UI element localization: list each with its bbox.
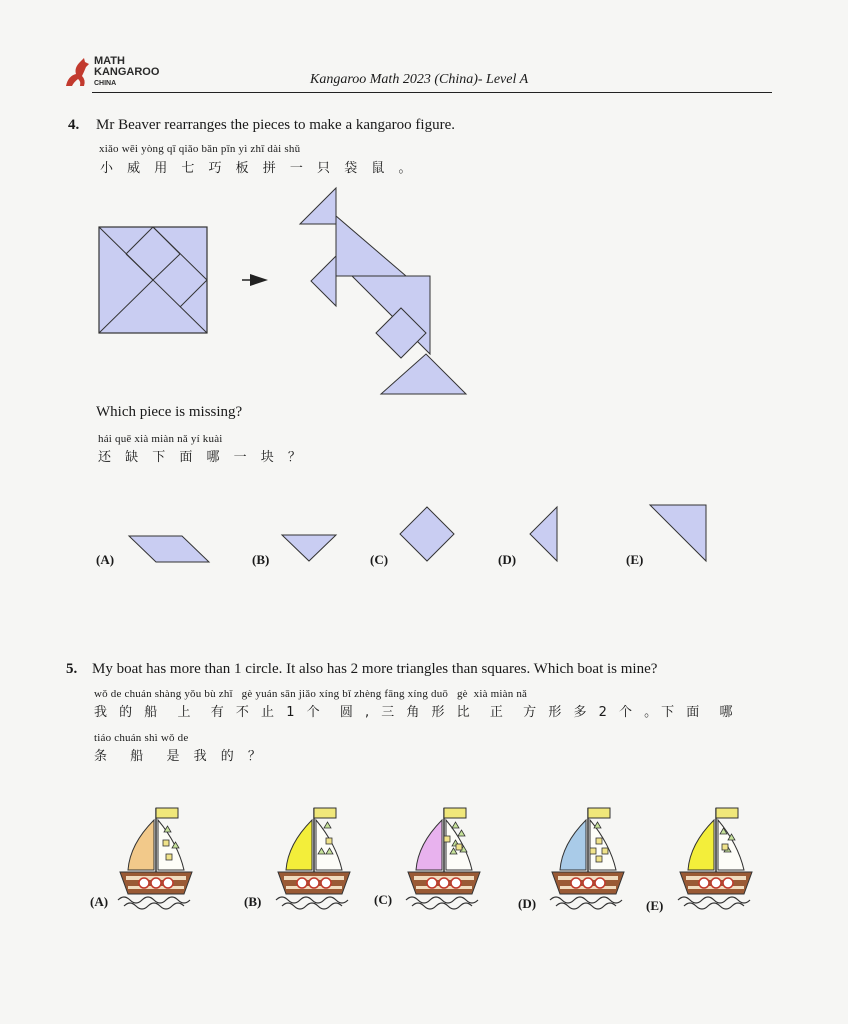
question-4-text: Mr Beaver rearranges the pieces to make a kangaroo figure. bbox=[96, 117, 455, 133]
kangaroo-logo-icon bbox=[62, 56, 92, 88]
boat-d[interactable] bbox=[548, 804, 628, 912]
boat-c[interactable] bbox=[404, 804, 484, 912]
question-4-sub-chinese: 还 缺 下 面 哪 一 块 ？ bbox=[98, 450, 306, 465]
option-c-square[interactable] bbox=[398, 505, 456, 563]
boat-b[interactable] bbox=[274, 804, 354, 912]
question-5-option-b-label[interactable]: (B) bbox=[244, 894, 262, 909]
question-4-sub-pinyin: hái quē xià miàn nǎ yí kuài bbox=[98, 433, 223, 445]
logo-text-kangaroo: KANGAROO bbox=[94, 66, 160, 78]
question-5-option-a-label[interactable]: (A) bbox=[90, 894, 109, 909]
question-4-option-e-label[interactable]: (E) bbox=[626, 552, 644, 567]
option-a-parallelogram[interactable] bbox=[126, 533, 212, 563]
option-e-triangle[interactable] bbox=[648, 503, 710, 563]
question-5-text: My boat has more than 1 circle. It also has 2 more triangles than squares. Which boat is mine? bbox=[92, 661, 658, 677]
question-5-chinese-line1: 我 的 船 上 有 不 止 1 个 圆 , 三 角 形 比 正 方 形 多 2 个 。下 面 哪 bbox=[94, 705, 737, 720]
question-4-subquestion: Which piece is missing? bbox=[96, 404, 243, 420]
logo-text-math: MATH bbox=[94, 55, 125, 67]
question-5-option-e-label[interactable]: (E) bbox=[646, 898, 664, 913]
question-5-pinyin-line2: tiáo chuán shì wǒ de bbox=[94, 732, 189, 744]
question-5-number: 5. bbox=[66, 661, 78, 677]
question-4-pinyin: xiǎo wēi yòng qī qiǎo bǎn pīn yì zhī dài shǔ bbox=[99, 143, 301, 155]
kangaroo-tangram-figure bbox=[296, 186, 471, 396]
header-rule bbox=[92, 92, 772, 93]
question-4-option-d-label[interactable]: (D) bbox=[498, 552, 517, 567]
option-d-triangle[interactable] bbox=[527, 505, 561, 563]
question-4-option-a-label[interactable]: (A) bbox=[96, 552, 115, 567]
question-5-chinese-line2: 条 船 是 我 的 ？ bbox=[94, 749, 266, 764]
arrow-right-icon bbox=[240, 273, 270, 287]
question-5-option-c-label[interactable]: (C) bbox=[374, 892, 393, 907]
question-4-chinese: 小 威 用 七 巧 板 拼 一 只 袋 鼠 。 bbox=[100, 161, 417, 176]
tangram-square bbox=[98, 226, 208, 334]
question-4-option-c-label[interactable]: (C) bbox=[370, 552, 389, 567]
page-header-title: Kangaroo Math 2023 (China)- Level A bbox=[310, 72, 529, 87]
question-5-pinyin-line1: wǒ de chuán shàng yǒu bù zhǐ gè yuán sān jiǎo xíng bǐ zhèng fāng xíng duō gè xià miàn nǎ bbox=[94, 688, 528, 700]
question-5-option-d-label[interactable]: (D) bbox=[518, 896, 537, 911]
boat-e[interactable] bbox=[676, 804, 756, 912]
boat-a[interactable] bbox=[116, 804, 196, 912]
question-4-option-b-label[interactable]: (B) bbox=[252, 552, 270, 567]
question-4-number: 4. bbox=[68, 117, 80, 133]
logo-text-china: CHINA bbox=[94, 80, 117, 87]
option-b-triangle[interactable] bbox=[280, 533, 338, 563]
